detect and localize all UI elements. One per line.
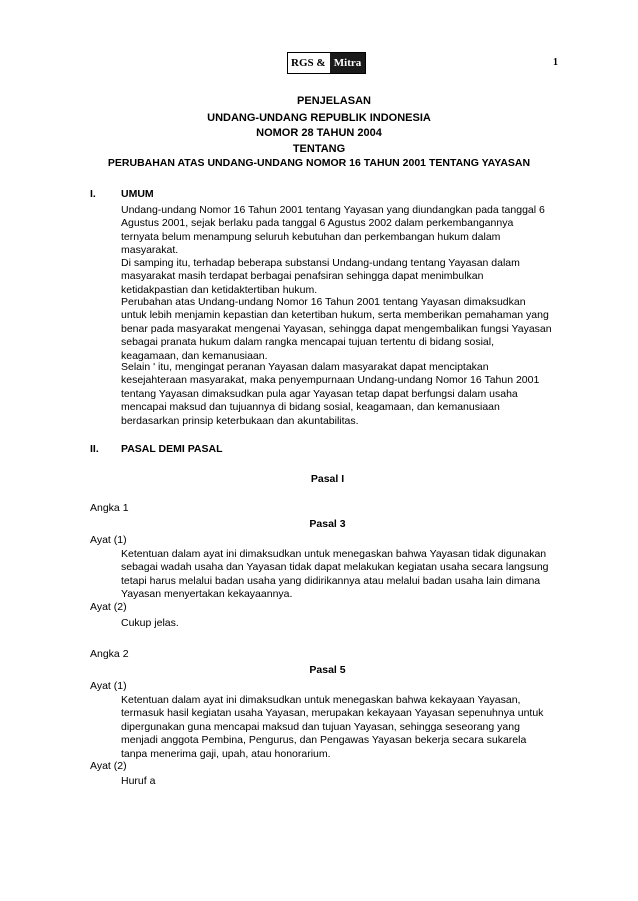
section-1-number: I. [90, 188, 96, 200]
angka-2-ayat-1-text: Ketentuan dalam ayat ini dimaksudkan untuk menegaskan bahwa kekayaan Yayasan, termasuk hasil kegiatan usaha Yayasan, merupakan kekayaan Yayasan sepenuhnya untuk dipergunakan guna mencapai maksud dan tujuan Yayasan, sehingga seseorang yang menjadi anggota Pembina, Pengurus, dan Pengawas Yayasan bekerja secara sukarela tanpa menerima gaji, upah, atau honorarium. [121, 694, 544, 760]
angka-1-ayat-2-label: Ayat (2) [90, 601, 127, 613]
section-1-title: UMUM [121, 188, 154, 200]
heading-penjelasan: PENJELASAN [297, 95, 371, 107]
umum-paragraph-2: Di samping itu, terhadap beberapa substansi Undang-undang tentang Yayasan dalam masyarakat masih terdapat berbagai penafsiran sehingga dapat menimbulkan ketidakpastian dan ketidaktertiban hukum. [121, 257, 520, 296]
angka-2-ayat-1-label: Ayat (1) [90, 680, 127, 692]
logo-left-text: RGS & [288, 53, 330, 73]
huruf-a-label: Huruf a [121, 775, 156, 787]
pasal-5-heading: Pasal 5 [309, 664, 346, 676]
heading-tentang: TENTANG [292, 143, 346, 155]
angka-2-label: Angka 2 [90, 648, 129, 660]
logo-right-text: Mitra [330, 53, 365, 73]
heading-nomor: NOMOR 28 TAHUN 2004 [256, 127, 382, 139]
heading-undang-undang: UNDANG-UNDANG REPUBLIK INDONESIA [207, 112, 431, 124]
umum-paragraph-1: Undang-undang Nomor 16 Tahun 2001 tentang Yayasan yang diundangkan pada tanggal 6 Agustus 2001, sejak berlaku pada tanggal 6 Agustus 2002 dalam perkembangannya ternyata belum menampung seluruh kebutuhan dan perkembangan hukum dalam masyarakat. [121, 204, 545, 257]
angka-1-label: Angka 1 [90, 502, 129, 514]
angka-2-ayat-2-label: Ayat (2) [90, 760, 127, 772]
umum-paragraph-3: Perubahan atas Undang-undang Nomor 16 Tahun 2001 tentang Yayasan dimaksudkan untuk lebih menjamin kepastian dan ketertiban hukum, serta memberikan pemahaman yang benar pada masyarakat mengenai Yayasan, sehingga dapat mengembalikan fungsi Yayasan sebagai pranata hukum dalam rangka mencapai tujuan tertentu di bidang sosial, keagamaan, dan kemanusiaan. [121, 296, 552, 362]
pasal-3-heading: Pasal 3 [309, 518, 346, 530]
heading-title: PERUBAHAN ATAS UNDANG-UNDANG NOMOR 16 TAHUN 2001 TENTANG YAYASAN [107, 157, 531, 169]
angka-1-ayat-1-label: Ayat (1) [90, 534, 127, 546]
angka-1-ayat-1-text: Ketentuan dalam ayat ini dimaksudkan untuk menegaskan bahwa Yayasan tidak digunakan sebagai wadah usaha dan Yayasan tidak dapat melakukan kegiatan usaha secara langsung tetapi harus melalui badan usaha yang didirikannya atau melalui badan usaha lain dimana Yayasan menyertakan kekayaannya. [121, 548, 549, 601]
page-number: 1 [553, 57, 558, 68]
pasal-i-heading: Pasal I [310, 473, 345, 485]
umum-paragraph-4: Selain ' itu, mengingat peranan Yayasan dalam masyarakat dapat menciptakan kesejahteraan masyarakat, maka penyempurnaan Undang-undang Nomor 16 Tahun 2001 tentang Yayasan dimaksudkan pula agar Yayasan tetap dapat berfungsi dalam usaha mencapai maksud dan tujuannya di bidang sosial, keagamaan, dan kemanusiaan berdasarkan prinsip keterbukaan dan akuntabilitas. [121, 361, 540, 427]
angka-1-ayat-2-text: Cukup jelas. [121, 617, 179, 629]
rgs-mitra-logo [287, 52, 366, 74]
section-2-number: II. [90, 443, 99, 455]
section-2-title: PASAL DEMI PASAL [121, 443, 223, 455]
